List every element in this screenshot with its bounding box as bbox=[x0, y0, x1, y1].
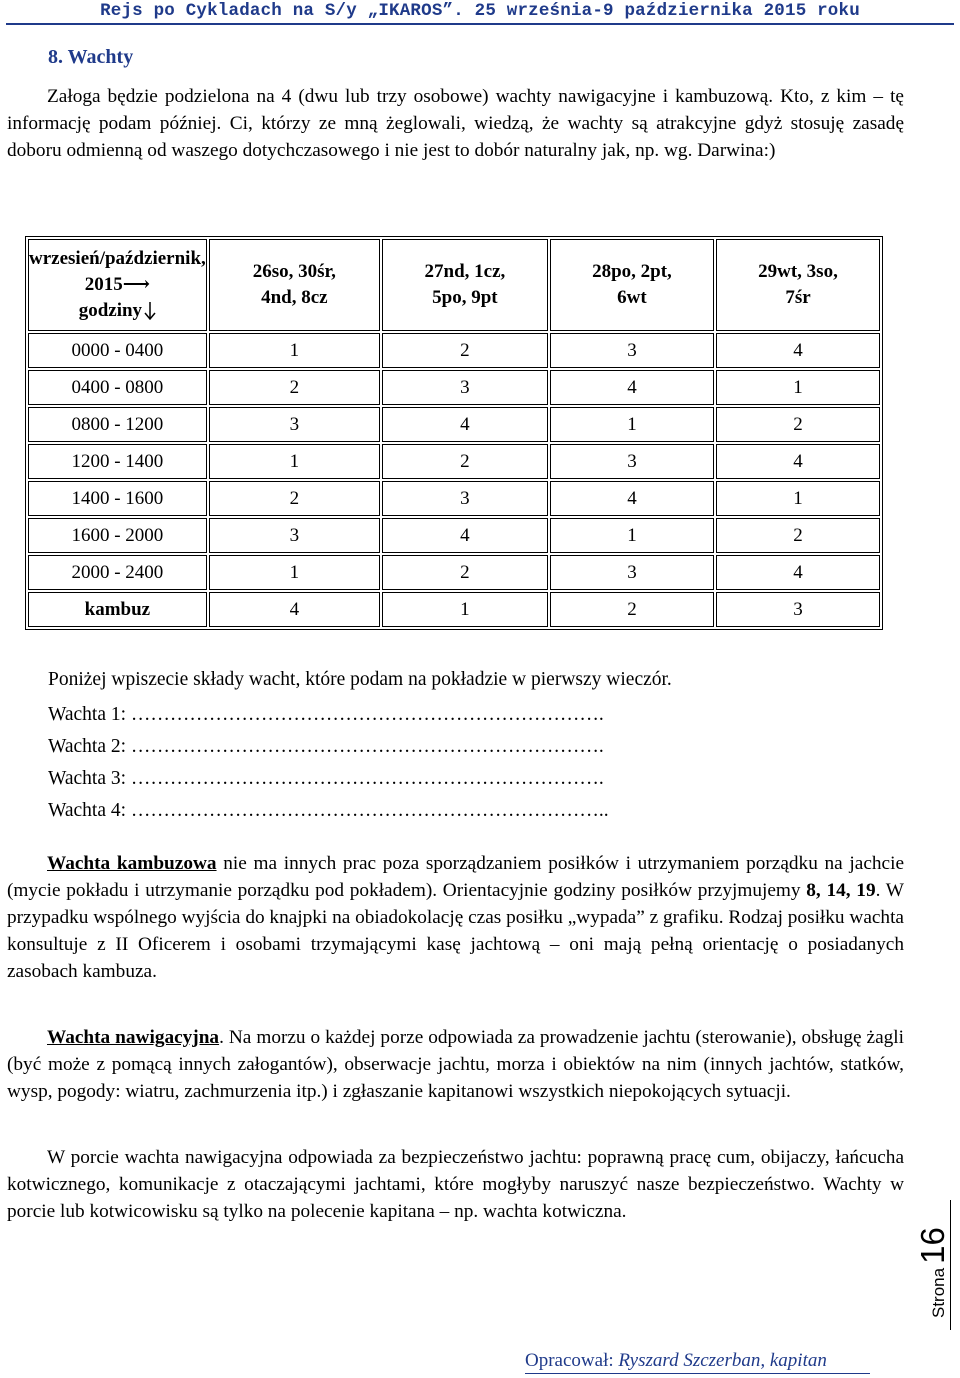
watch-number-cell: 1 bbox=[382, 592, 548, 627]
watch-number-cell: 4 bbox=[716, 444, 880, 479]
document-header bbox=[0, 0, 960, 24]
intro-paragraph bbox=[7, 83, 904, 164]
roster-line-4: Wachta 4: ……………………………………………………………….. bbox=[48, 800, 609, 821]
date-col-3-line-2: 6wt bbox=[617, 287, 647, 308]
watch-number-cell: 4 bbox=[716, 333, 880, 368]
page-number bbox=[914, 1227, 952, 1318]
watch-number-cell: 3 bbox=[382, 481, 548, 516]
watch-number-cell: 1 bbox=[716, 481, 880, 516]
header-divider bbox=[6, 23, 954, 25]
watch-number-cell: 3 bbox=[550, 333, 714, 368]
watch-number-cell: 2 bbox=[209, 370, 380, 405]
date-col-2-line-2: 5po, 9pt bbox=[432, 287, 498, 308]
roster-line-2: Wachta 2: ………………………………………………………………. bbox=[48, 736, 604, 757]
hours-cell: 1200 - 1400 bbox=[28, 444, 207, 479]
watch-number-cell: 2 bbox=[716, 407, 880, 442]
kambuz-heading: Wachta kambuzowa bbox=[47, 853, 217, 874]
corner-line-3-wrap bbox=[29, 298, 206, 324]
watch-number-cell: 2 bbox=[716, 518, 880, 553]
roster-line-1: Wachta 1: ………………………………………………………………. bbox=[48, 704, 604, 725]
date-col-4-line-2: 7śr bbox=[785, 287, 811, 308]
table-row bbox=[28, 592, 880, 627]
footer-author: Ryszard Szczerban, kapitan bbox=[618, 1350, 827, 1371]
kambuz-text-1: nie ma innych prac poza sporządzaniem posiłków i utrzymaniem porządku na jachcie (mycie pokładu i utrzymanie porządku pod pokładem). Orientacyjnie godziny posiłków przyjmujemy bbox=[7, 853, 905, 901]
nawig-heading: Wachta nawigacyjna bbox=[47, 1027, 220, 1048]
table-row bbox=[28, 555, 880, 590]
watch-number-cell: 1 bbox=[209, 333, 380, 368]
arrow-down-icon bbox=[144, 302, 156, 320]
table-row bbox=[28, 370, 880, 405]
watch-number-cell: 3 bbox=[382, 370, 548, 405]
watch-number-cell: 1 bbox=[209, 444, 380, 479]
watch-number-cell: 2 bbox=[382, 333, 548, 368]
footer-divider bbox=[525, 1373, 870, 1374]
table-row bbox=[28, 333, 880, 368]
watch-number-cell: 1 bbox=[550, 518, 714, 553]
table-corner-cell bbox=[28, 239, 207, 331]
porcie-text: W porcie wachta nawigacyjna odpowiada za bezpieczeństwo jachtu: poprawną pracę cum, obijaczy, łańcucha kotwicznego, komunikacje z otaczającymi jachtami, które mogłyby naruszyć nasze bezpieczeństwo. Wachty w porcie lub kotwicowisku są tylko na polecenie kapitana – np. wachta kotwiczna. bbox=[7, 1147, 904, 1222]
nawig-text: . Na morzu o każdej porze odpowiada za prowadzenie jachtu (sterowanie), obsługę żagli (być może z pomącą innych załogantów), obserwacje jachtu, morza i obiektów na nim (innych jachtów, statków, wysp, pogody: wiatru, zachmurzenia itp.) i zgłaszanie kapitanowi wszystkich niepokojących sytuacji. bbox=[7, 1027, 904, 1102]
watch-number-cell: 4 bbox=[716, 555, 880, 590]
date-column-header-1 bbox=[209, 239, 380, 331]
corner-line-3: godziny bbox=[78, 300, 143, 321]
roster-intro: Poniżej wpiszecie składy wacht, które podam na pokładzie w pierwszy wieczór. bbox=[48, 669, 672, 690]
roster-line-3: Wachta 3: ………………………………………………………………. bbox=[48, 768, 604, 789]
watch-number-cell: 2 bbox=[382, 444, 548, 479]
watch-number-cell: 4 bbox=[382, 407, 548, 442]
section-title: 8. Wachty bbox=[48, 46, 134, 68]
meal-hours: 8, 14, 19 bbox=[806, 880, 876, 901]
table-row bbox=[28, 481, 880, 516]
date-col-1-line-2: 4nd, 8cz bbox=[261, 287, 328, 308]
date-column-header-4 bbox=[716, 239, 880, 331]
hours-cell: 0400 - 0800 bbox=[28, 370, 207, 405]
watch-number-cell: 2 bbox=[209, 481, 380, 516]
porcie-paragraph bbox=[7, 1144, 904, 1225]
watch-schedule-table bbox=[25, 236, 883, 630]
footer bbox=[525, 1350, 827, 1372]
watch-number-cell: 3 bbox=[550, 444, 714, 479]
table-row bbox=[28, 407, 880, 442]
kambuz-text-2: . W przypadku wspólnego wyjścia do knajpki na obiadokolację czas posiłku „wypada” z grafiku. Rodzaj posiłku wachta konsultuje z II Oficerem i osobami trzymającymi kasę jachtową – oni mają pełną orientację o posiadanych zasobach kambuza. bbox=[7, 880, 904, 982]
watch-number-cell: 1 bbox=[550, 407, 714, 442]
table-row bbox=[28, 444, 880, 479]
intro-text: Załoga będzie podzielona na 4 (dwu lub trzy osobowe) wachty nawigacyjne i kambuzową. Kto, z kim – tę informację podam później. Ci, którzy ze mną żeglowali, wiedzą, że wachty są atrakcyjne gdyż stosuję zasadę doboru odmienną od waszego dotychczasowego i nie jest to dobór naturalny jak, np. wg. Darwina:) bbox=[7, 86, 904, 161]
date-col-2-line-1: 27nd, 1cz, bbox=[424, 261, 506, 282]
watch-number-cell: 4 bbox=[209, 592, 380, 627]
nawig-paragraph bbox=[7, 1024, 904, 1105]
table-body bbox=[28, 333, 880, 627]
watch-number-cell: 3 bbox=[209, 518, 380, 553]
footer-prefix: Opracował: bbox=[525, 1350, 619, 1371]
page-label: Strona bbox=[929, 1267, 948, 1318]
watch-number-cell: 3 bbox=[209, 407, 380, 442]
page-number-value: 16 bbox=[914, 1227, 951, 1264]
date-column-header-2 bbox=[382, 239, 548, 331]
watch-number-cell: 4 bbox=[550, 370, 714, 405]
page-number-divider bbox=[950, 1200, 951, 1330]
date-col-3-line-1: 28po, 2pt, bbox=[592, 261, 672, 282]
hours-cell: 0000 - 0400 bbox=[28, 333, 207, 368]
watch-number-cell: 2 bbox=[550, 592, 714, 627]
corner-line-2: 2015⟶ bbox=[84, 274, 151, 295]
watch-number-cell: 3 bbox=[716, 592, 880, 627]
hours-cell: 2000 - 2400 bbox=[28, 555, 207, 590]
table-header-row bbox=[28, 239, 880, 331]
table-row bbox=[28, 518, 880, 553]
hours-cell: kambuz bbox=[28, 592, 207, 627]
corner-line-1: wrzesień/październik, bbox=[29, 248, 206, 269]
kambuz-paragraph bbox=[7, 850, 904, 985]
hours-cell: 1400 - 1600 bbox=[28, 481, 207, 516]
watch-number-cell: 1 bbox=[209, 555, 380, 590]
watch-number-cell: 3 bbox=[550, 555, 714, 590]
hours-cell: 0800 - 1200 bbox=[28, 407, 207, 442]
watch-number-cell: 2 bbox=[382, 555, 548, 590]
header-title: Rejs po Cykladach na S/y „IKAROS”. 25 września-9 października 2015 roku bbox=[100, 1, 860, 21]
date-col-1-line-1: 26so, 30śr, bbox=[252, 261, 336, 282]
hours-cell: 1600 - 2000 bbox=[28, 518, 207, 553]
watch-number-cell: 1 bbox=[716, 370, 880, 405]
watch-number-cell: 4 bbox=[382, 518, 548, 553]
date-column-header-3 bbox=[550, 239, 714, 331]
watch-number-cell: 4 bbox=[550, 481, 714, 516]
date-col-4-line-1: 29wt, 3so, bbox=[758, 261, 838, 282]
